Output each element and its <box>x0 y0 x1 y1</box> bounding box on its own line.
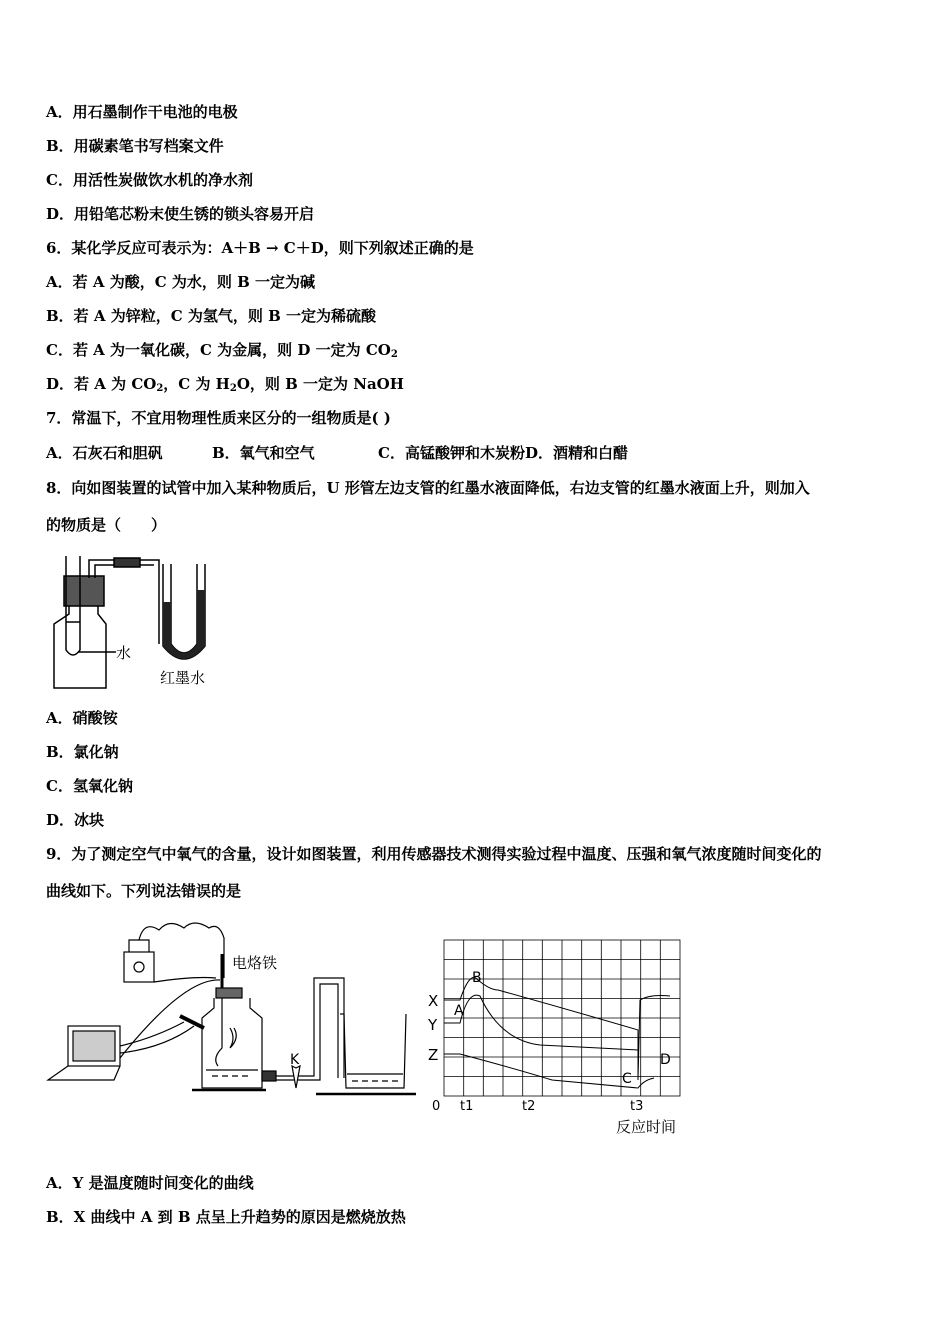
q9-stem-line2: 曲线如下。下列说法错误的是 <box>46 882 242 900</box>
q8-option-a: A．硝酸铵 <box>46 709 118 727</box>
subscript: 2 <box>229 383 237 394</box>
q9-stem-line1: 9．为了测定空气中氧气的含量，设计如图装置，利用传感器技术测得实验过程中温度、压强和氧气浓度随时间变化的 <box>46 845 822 863</box>
q9-option-a: A．Y 是温度随时间变化的曲线 <box>46 1174 254 1192</box>
t2-label: t2 <box>522 1099 536 1114</box>
q8-stem-line1: 8．向如图装置的试管中加入某种物质后，U 形管左边支管的红墨水液面降低，右边支管的红墨水液面上升，则加入 <box>46 479 810 497</box>
q7-stem: 7．常温下，不宜用物理性质来区分的一组物质是( ) <box>46 409 391 427</box>
subscript: 2 <box>156 383 164 394</box>
curve-y <box>444 995 638 1050</box>
q6-option-a: A．若 A 为酸，C 为水，则 B 一定为碱 <box>46 273 316 291</box>
q8-apparatus-figure <box>44 548 234 696</box>
graph-grid <box>444 940 680 1096</box>
q7-option-c: C．高锰酸钾和木炭粉 <box>378 444 525 462</box>
q7-option-a: A．石灰石和胆矾 <box>46 444 163 462</box>
q8-option-b: B．氯化钠 <box>46 743 119 761</box>
origin-label: 0 <box>432 1099 441 1114</box>
point-a-label: A <box>454 1003 464 1019</box>
q6-option-c <box>46 340 398 365</box>
x-axis-label: 反应时间 <box>616 1118 677 1136</box>
q9-graph <box>420 930 700 1140</box>
q6-option-d-text-3: O，则 B 一定为 NaOH <box>236 375 404 393</box>
q6-option-b: B．若 A 为锌粒，C 为氢气，则 B 一定为稀硫酸 <box>46 307 377 325</box>
q9-clamp-label: K <box>290 1052 300 1068</box>
q6-option-d-text-1: D．若 A 为 CO <box>46 375 157 393</box>
q6-stem: 6．某化学反应可表示为：A＋B → C＋D，则下列叙述正确的是 <box>46 239 474 257</box>
q7-option-d: D．酒精和白醋 <box>524 444 628 462</box>
subscript: 2 <box>390 349 398 360</box>
q6-option-d <box>46 374 404 399</box>
q8-water-label: 水 <box>116 644 132 662</box>
q8-stem-line2: 的物质是（ ） <box>46 516 167 534</box>
curve-y-label: Y <box>428 1016 438 1034</box>
q8-option-c: C．氢氧化钠 <box>46 777 133 795</box>
q5-option-a: A．用石墨制作干电池的电极 <box>46 103 238 121</box>
t3-label: t3 <box>630 1099 644 1114</box>
q6-option-c-text: C．若 A 为一氧化碳，C 为金属，则 D 一定为 CO <box>46 341 391 359</box>
power-plug-icon <box>124 952 154 982</box>
q5-option-c: C．用活性炭做饮水机的净水剂 <box>46 171 253 189</box>
q6-option-d-text-2: ，C 为 H <box>163 375 230 393</box>
q7-option-b: B．氧气和空气 <box>212 444 315 462</box>
q7-options <box>46 443 628 463</box>
q9-apparatus-figure <box>44 918 424 1098</box>
point-c-label: C <box>622 1071 632 1087</box>
curve-z-label: Z <box>428 1046 439 1064</box>
q8-option-d: D．冰块 <box>46 811 105 829</box>
q9-iron-label: 电烙铁 <box>232 954 278 972</box>
point-d-label: D <box>660 1052 671 1068</box>
point-b-label: B <box>472 970 482 986</box>
q5-option-d: D．用铅笔芯粉末使生锈的锁头容易开启 <box>46 205 315 223</box>
q8-ink-label: 红墨水 <box>160 669 206 687</box>
q5-option-b: B．用碳素笔书写档案文件 <box>46 137 224 155</box>
q9-option-b: B．X 曲线中 A 到 B 点呈上升趋势的原因是燃烧放热 <box>46 1208 406 1226</box>
curve-x <box>444 978 670 1081</box>
t1-label: t1 <box>460 1099 474 1114</box>
curve-x-label: X <box>428 992 439 1010</box>
